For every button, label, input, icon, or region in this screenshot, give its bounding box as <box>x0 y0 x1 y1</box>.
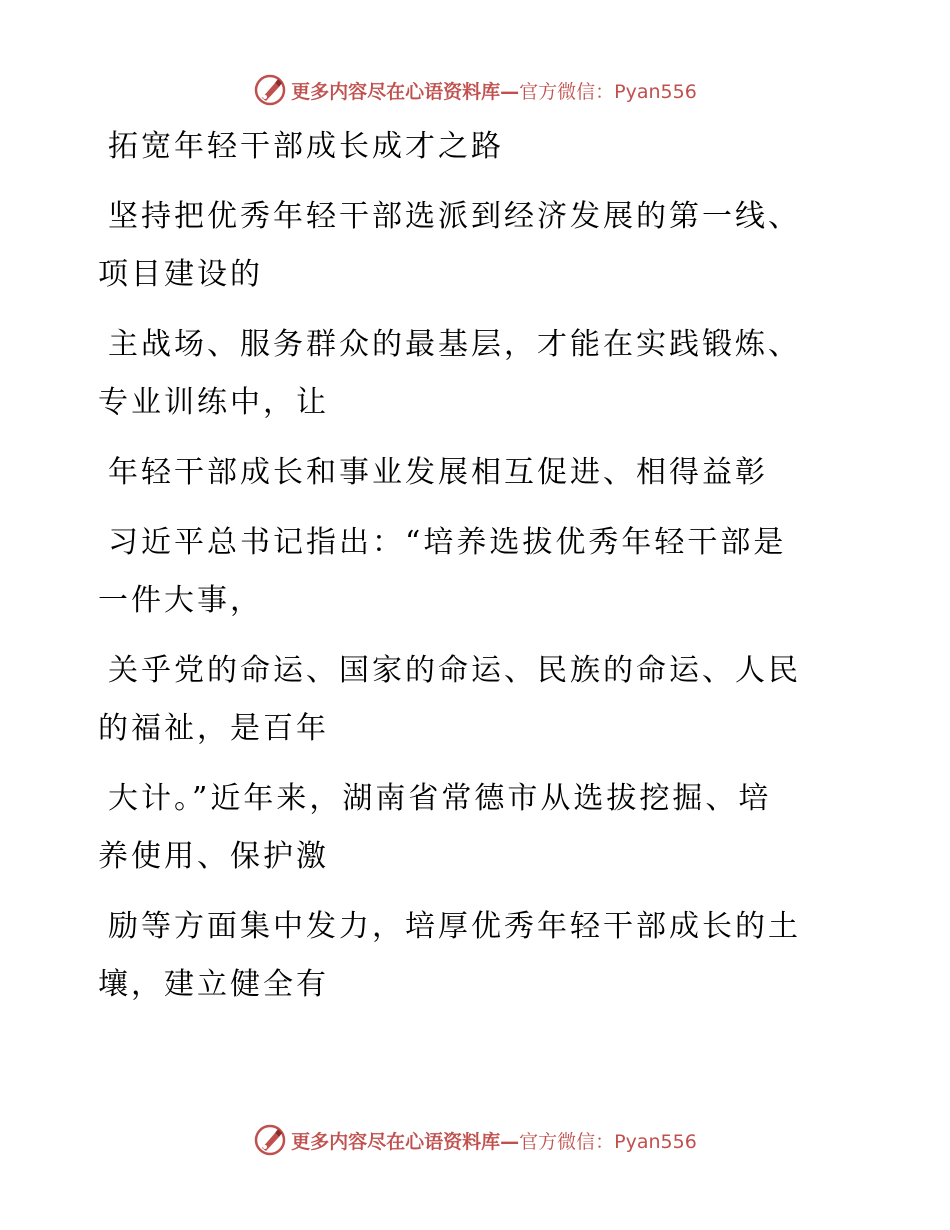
paragraph-line: 年轻干部成长和事业发展相互促进、相得益彰 <box>108 455 768 490</box>
footer-banner <box>0 1120 950 1160</box>
paragraph <box>98 642 838 758</box>
footer-banner-text <box>291 1127 697 1154</box>
paragraph <box>98 188 838 304</box>
pen-logo-icon <box>253 1123 287 1157</box>
paragraph-line-continued: 一件大事， <box>98 583 263 618</box>
paragraph-line: 励等方面集中发力，培厚优秀年轻干部成长的土 <box>108 909 801 944</box>
paragraph-line-continued: 养使用、保护激 <box>98 839 329 874</box>
document-body <box>98 118 838 1014</box>
paragraph <box>98 898 838 1014</box>
header-banner-text <box>291 77 697 104</box>
paragraph <box>98 118 838 176</box>
paragraph-line: 习近平总书记指出：“培养选拔优秀年轻干部是 <box>108 525 787 560</box>
paragraph <box>98 514 838 630</box>
footer-banner-contact: 官方微信：Pyan556 <box>519 1130 697 1153</box>
paragraph-line: 关乎党的命运、国家的命运、民族的命运、人民 <box>108 653 801 688</box>
header-banner-main: 更多内容尽在心语资料库— <box>291 80 520 103</box>
paragraph-line-continued: 壤，建立健全有 <box>98 967 329 1002</box>
footer-banner-main: 更多内容尽在心语资料库— <box>291 1130 520 1153</box>
paragraph <box>98 444 838 502</box>
paragraph-line: 拓宽年轻干部成长成才之路 <box>108 129 504 164</box>
paragraph-line: 主战场、服务群众的最基层，才能在实践锻炼、 <box>108 327 801 362</box>
pen-logo-icon <box>253 73 287 107</box>
paragraph-line-continued: 项目建设的 <box>98 257 263 292</box>
paragraph <box>98 770 838 886</box>
paragraph-line-continued: 的福祉，是百年 <box>98 711 329 746</box>
paragraph-line: 大计。”近年来，湖南省常德市从选拔挖掘、培 <box>108 781 772 816</box>
header-banner <box>0 70 950 110</box>
paragraph-line: 坚持把优秀年轻干部选派到经济发展的第一线、 <box>108 199 801 234</box>
header-banner-contact: 官方微信：Pyan556 <box>519 80 697 103</box>
paragraph <box>98 316 838 432</box>
paragraph-line-continued: 专业训练中，让 <box>98 385 329 420</box>
